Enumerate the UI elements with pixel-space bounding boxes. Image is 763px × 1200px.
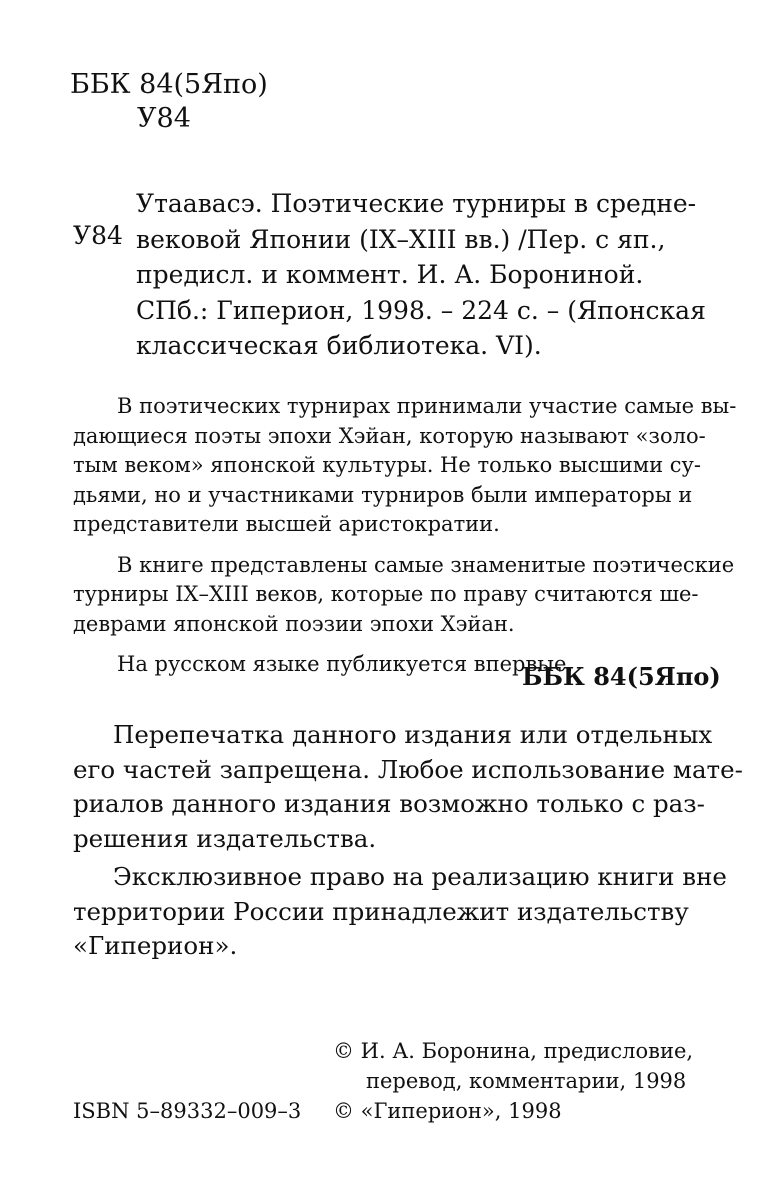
author-mark: У84: [137, 103, 191, 134]
bibliographic-line: Утаавасэ. Поэтические турниры в средне-: [136, 189, 697, 218]
bibliographic-line: предисл. и коммент. И. А. Борониной.: [136, 260, 644, 289]
annotation-line: дьями, но и участниками турниров были императоры и: [73, 482, 693, 507]
translator-copyright: © И. А. Боронина, предисловие,: [333, 1039, 694, 1063]
annotation-line: В книге представлены самые знаменитые поэтические: [117, 552, 735, 577]
copyright-line: риалов данного издания возможно только с раз-: [73, 789, 705, 818]
annotation: [73, 392, 737, 680]
translator-copyright-continued: перевод, комментарии, 1998: [366, 1069, 687, 1093]
isbn: ISBN 5–89332–009–3: [73, 1099, 302, 1123]
annotation-line: В поэтических турнирах принимали участие самые вы-: [117, 394, 737, 418]
publisher-copyright: © «Гиперион», 1998: [333, 1099, 562, 1123]
annotation-line: На русском языке публикуется впервые.: [117, 652, 574, 676]
bbk-code: ББК 84(5Япо): [70, 69, 268, 100]
bibliographic-record: [136, 186, 706, 364]
annotation-line: деврами японской поэзии эпохи Хэйан.: [73, 611, 515, 636]
copyright-line: его частей запрещена. Любое использование мате-: [73, 754, 743, 784]
copyright-line: территории России принадлежит издательству: [73, 896, 689, 926]
annotation-line: дающиеся поэты эпохи Хэйан, которую называют «золо-: [73, 423, 706, 448]
copyright-line: решения издательства.: [73, 823, 377, 853]
copyright-line: Перепечатка данного издания или отдельных: [113, 720, 713, 749]
bibliographic-line: классическая библиотека. VI).: [136, 331, 542, 360]
bibliographic-line: вековой Японии (IX–XIII вв.) /Пер. с яп.,: [136, 224, 666, 254]
annotation-line: турниры IX–XIII веков, которые по праву считаются ше-: [73, 582, 699, 606]
bibliographic-line: СПб.: Гиперион, 1998. – 224 с. – (Японская: [136, 295, 706, 325]
bibliographic-author-mark: У84: [73, 221, 123, 250]
annotation-line: представители высшей аристократии.: [73, 512, 500, 536]
copyright-line: Эксклюзивное право на реализацию книги вне: [113, 862, 727, 891]
annotation-line: тым веком» японской культуры. Не только высшими су-: [73, 453, 701, 477]
copyright-notice: [73, 718, 743, 964]
copyright-line: «Гиперион».: [73, 931, 238, 960]
annotation-bbk-code: ББК 84(5Япо): [522, 662, 721, 691]
